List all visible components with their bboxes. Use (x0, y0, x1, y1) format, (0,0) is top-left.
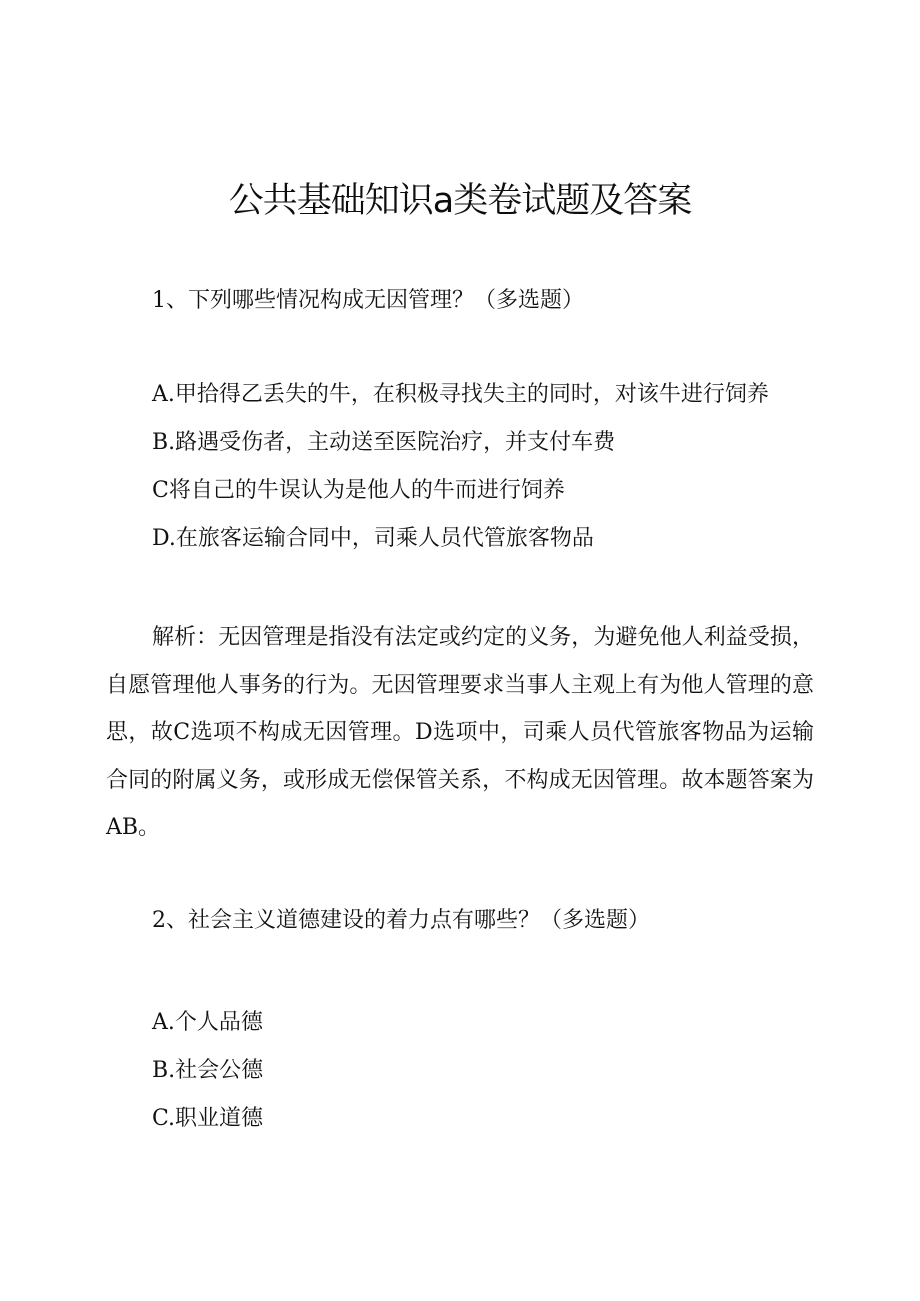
question-1-analysis: 解析：无因管理是指没有法定或约定的义务，为避免他人利益受损，自愿管理他人事务的行为。无因管理要求当事人主观上有为他人管理的意思，故C选项不构成无因管理。D选项中，司乘人员代管旅客物品为运输合同的附属义务，或形成无偿保管关系，不构成无因管理。故本题答案为AB。 (106, 625, 814, 840)
question-1-stem: 1、下列哪些情况构成无因管理？（多选题） (152, 288, 584, 313)
question-2-stem: 2、社会主义道德建设的着力点有哪些？（多选题） (152, 908, 650, 933)
question-2-option-c: C.职业道德 (152, 1106, 264, 1131)
question-2-option-a: A.个人品德 (152, 1010, 263, 1035)
question-1-option-a: A.甲拾得乙丢失的牛，在积极寻找失主的同时，对该牛进行饲养 (152, 382, 769, 407)
question-1-option-b: B.路遇受伤者，主动送至医院治疗，并支付车费 (152, 430, 616, 455)
document-title: 公共基础知识a类卷试题及答案 (228, 181, 692, 221)
question-1-option-d: D.在旅客运输合同中，司乘人员代管旅客物品 (152, 526, 594, 551)
question-2-option-b: B.社会公德 (152, 1058, 264, 1083)
question-1-option-c: C将自己的牛误认为是他人的牛而进行饲养 (152, 478, 565, 503)
